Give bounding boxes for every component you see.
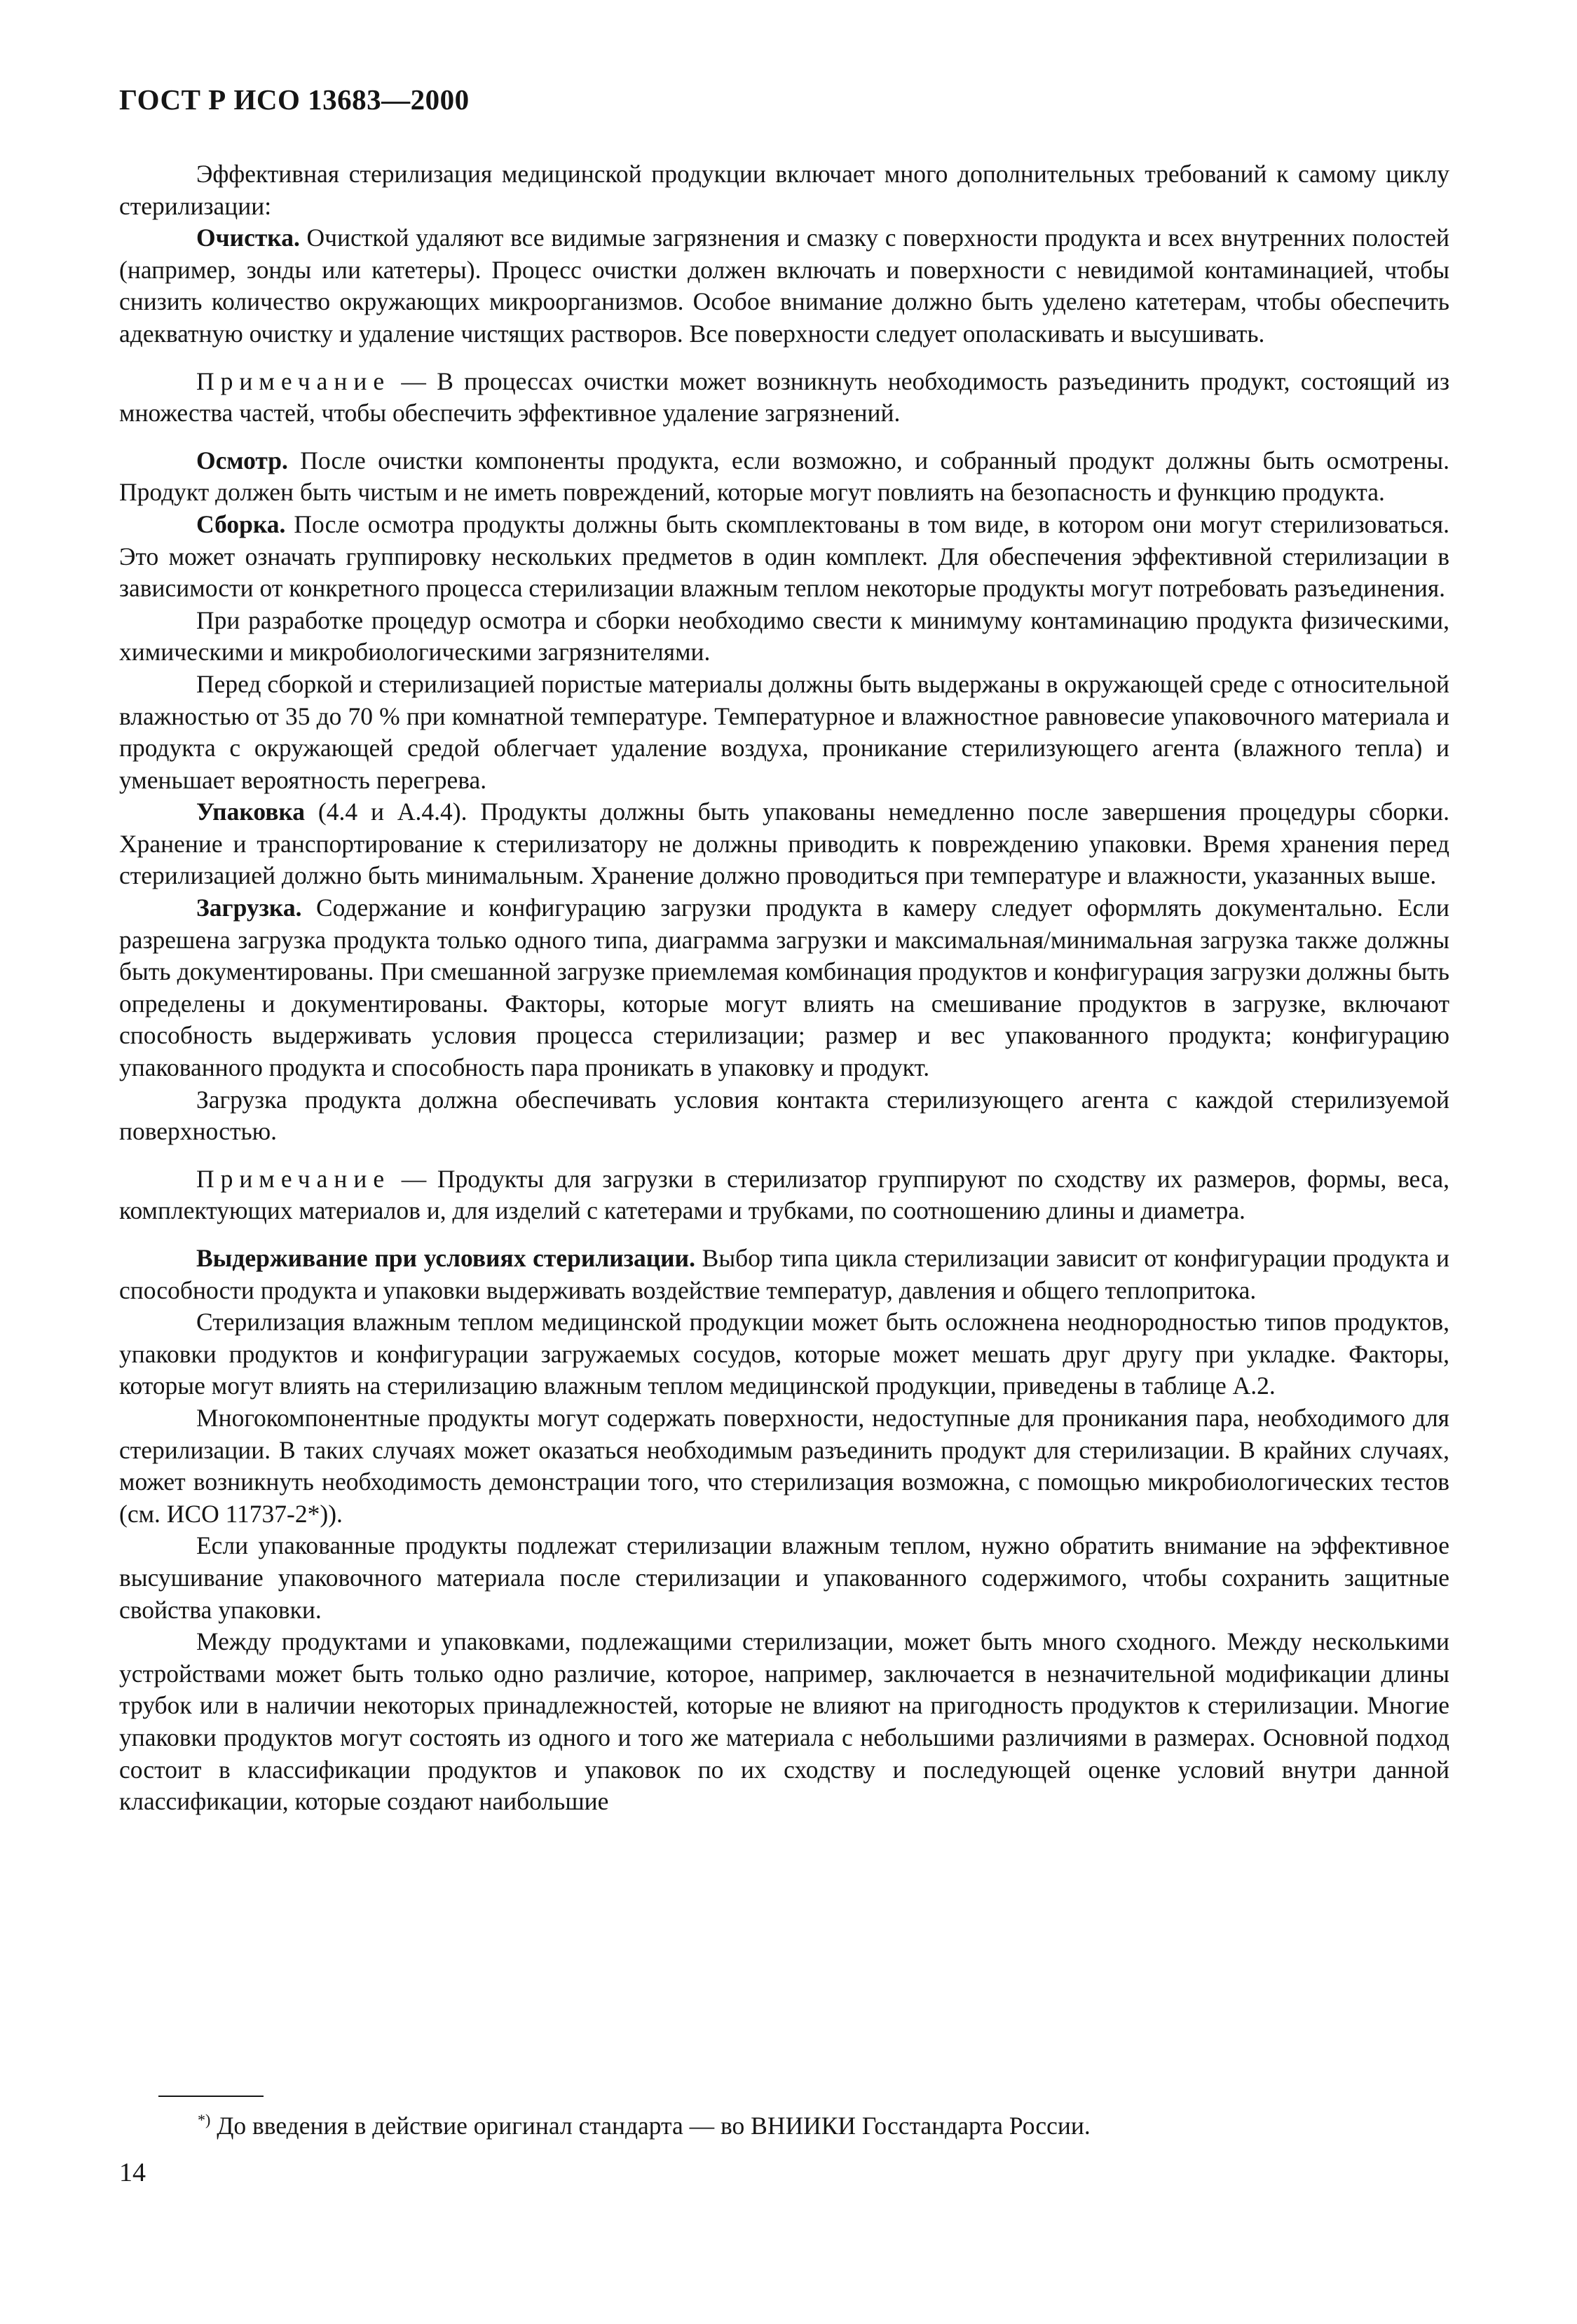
standard-designation: ГОСТ Р ИСО 13683—2000 [119, 83, 470, 116]
paragraph-text: После очистки компоненты продукта, если возможно, и собранный продукт должны быть осмотрены. Продукт должен быть чистым и не иметь повреждений, которые могут повлиять на безопасность и функцию продукта. [119, 446, 1449, 507]
paragraph-text: Содержание и конфигурацию загрузки продукта в камеру следует оформлять документально. Если разрешена загрузка продукта только одного типа, диаграмма загрузки и максимальная/минимальная загрузка также должны быть документированы. При смешанной загрузке приемлемая комбинация продуктов и конфигурация загрузки должны быть определены и документированы. Факторы, которые могут влиять на смешивание продуктов в загрузке, включают способность выдерживать условия процесса стерилизации; размер и вес упакованного продукта; конфигурацию упакованного продукта и способность пара проникать в упаковку и продукт. [119, 894, 1449, 1082]
paragraph-text: При разработке процедур осмотра и сборки необходимо свести к минимуму контаминацию продукта физическими, химическими и микробиологическими загрязнителями. [119, 606, 1449, 667]
paragraph-contamination [119, 605, 1449, 669]
paragraph-inspection [119, 445, 1449, 509]
paragraph-text: Стерилизация влажным теплом медицинской продукции может быть осложнена неоднородностью типов продуктов, упаковки продуктов и конфигурации загружаемых сосудов, которые может мешать друг другу при укладке. Факторы, которые могут влиять на стерилизацию влажным теплом медицинской продукции, приведены в таблице А.2. [119, 1308, 1449, 1400]
note-label: Примечание [196, 367, 391, 395]
footnote-mark: *) [198, 2111, 211, 2128]
term-inspection: Осмотр. [196, 446, 288, 474]
paragraph-assembly [119, 509, 1449, 605]
page-number: 14 [119, 2158, 146, 2187]
paragraph-intro [119, 158, 1449, 222]
term-loading: Загрузка. [196, 894, 302, 922]
paragraph-drying [119, 1530, 1449, 1626]
paragraph-multicomponent [119, 1402, 1449, 1530]
note-loading [119, 1163, 1449, 1227]
paragraph-cleaning [119, 222, 1449, 350]
note-cleaning [119, 366, 1449, 430]
paragraph-loading-contact [119, 1084, 1449, 1148]
paragraph-heterogeneity [119, 1306, 1449, 1402]
body-text [119, 158, 1449, 1818]
paragraph-exposure [119, 1243, 1449, 1306]
term-assembly: Сборка. [196, 510, 286, 538]
paragraph-text: Многокомпонентные продукты могут содержать поверхности, недоступные для проникания пара, необходимого для стерилизации. В таких случаях может оказаться необходимым разъединить продукт для стерилизации. В крайних случаях, может возникнуть необходимость демонстрации того, что стерилизация возможна, с помощью микробиологических тестов (см. ИСО 11737-2*)). [119, 1403, 1449, 1528]
note-text: — В процессах очистки может возникнуть необходимость разъединить продукт, состоящий из множества частей, чтобы обеспечить эффективное удаление загрязнений. [119, 367, 1449, 428]
term-cleaning: Очистка. [196, 224, 300, 252]
term-packaging: Упаковка [196, 798, 306, 826]
paragraph-packaging [119, 796, 1449, 892]
paragraph-text: Выбор типа цикла стерилизации зависит от конфигурации продукта и способности продукта и упаковки выдерживать воздействие температур, давления и общего теплопритока. [119, 1244, 1449, 1304]
paragraph-similarity [119, 1626, 1449, 1818]
footnote [198, 2104, 1091, 2142]
footnote-divider [158, 2096, 264, 2097]
paragraph-text: Если упакованные продукты подлежат стерилизации влажным теплом, нужно обратить внимание на эффективное высушивание упаковочного материала после стерилизации и упакованного содержимого, чтобы сохранить защитные свойства упаковки. [119, 1531, 1449, 1624]
paragraph-text: Между продуктами и упаковками, подлежащими стерилизации, может быть много сходного. Между несколькими устройствами может быть только одно различие, которое, например, заключается в незначительной модификации длины трубок или в наличии некоторых принадлежностей, которые не влияют на пригодность продуктов к стерилизации. Многие упаковки продуктов могут состоять из одного и того же материала с небольшими различиями в размерах. Основной подход состоит в классификации продуктов и упаковок по их сходству и последующей оценке условий внутри данной классификации, которые создают наибольшие [119, 1627, 1449, 1816]
paragraph-text: (4.4 и А.4.4). Продукты должны быть упакованы немедленно после завершения процедуры сборки. Хранение и транспортирование к стерилизатору не должны приводить к повреждению упаковки. Время хранения перед стерилизацией должно быть минимальным. Хранение должно проводиться при температуре и влажности, указанных выше. [119, 798, 1449, 890]
paragraph-text: Эффективная стерилизация медицинской продукции включает много дополнительных требований к самому циклу стерилизации: [119, 160, 1449, 220]
paragraph-text: Перед сборкой и стерилизацией пористые материалы должны быть выдержаны в окружающей среде с относительной влажностью от 35 до 70 % при комнатной температуре. Температурное и влажностное равновесие упаковочного материала и продукта с окружающей средой облегчает удаление воздуха, проникание стерилизующего агента (влажного тепла) и уменьшает вероятность перегрева. [119, 669, 1449, 794]
paragraph-text: Очисткой удаляют все видимые загрязнения и смазку с поверхности продукта и всех внутренних полостей (например, зонды или катетеры). Процесс очистки должен включать и поверхности с невидимой контаминацией, чтобы снизить количество окружающих микроорганизмов. Особое внимание должно быть уделено катетерам, чтобы обеспечить адекватную очистку и удаление чистящих растворов. Все поверхности следует ополаскивать и высушивать. [119, 224, 1449, 348]
paragraph-text: Загрузка продукта должна обеспечивать условия контакта стерилизующего агента с каждой стерилизуемой поверхностью. [119, 1085, 1449, 1146]
paragraph-loading [119, 892, 1449, 1084]
term-exposure: Выдерживание при условиях стерилизации. [196, 1244, 695, 1272]
footnote-text: До введения в действие оригинал стандарта — во ВНИИКИ Госстандарта России. [210, 2111, 1091, 2140]
note-text: — Продукты для загрузки в стерилизатор группируют по сходству их размеров, формы, веса, комплектующих материалов и, для изделий с катетерами и трубками, по соотношению длины и диаметра. [119, 1164, 1449, 1225]
note-label: Примечание [196, 1164, 391, 1193]
paragraph-conditioning [119, 669, 1449, 796]
paragraph-text: После осмотра продукты должны быть скомплектованы в том виде, в котором они могут стерилизоваться. Это может означать группировку нескольких предметов в один комплект. Для обеспечения эффективной стерилизации в зависимости от конкретного процесса стерилизации влажным теплом некоторые продукты могут потребовать разъединения. [119, 510, 1449, 603]
